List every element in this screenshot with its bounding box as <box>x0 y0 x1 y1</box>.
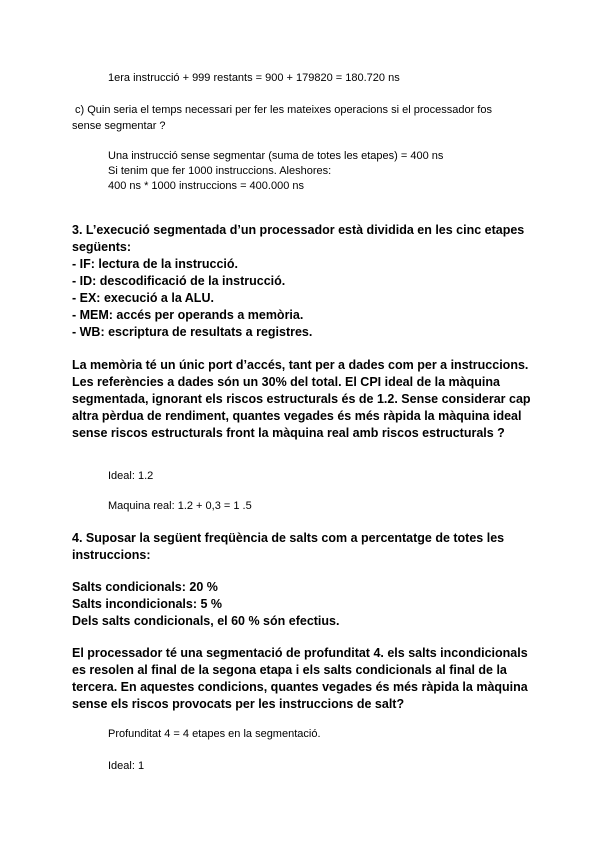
exercise-3-intro: següents: <box>72 240 132 254</box>
exercise-4-intro: instruccions: <box>72 548 151 562</box>
answer-c-line: Una instrucció sense segmentar (suma de totes les etapes) = 400 ns <box>108 150 444 162</box>
exercise-4-question: sense els riscos provocats per les instruccions de salt? <box>72 697 405 711</box>
answer-b-line: 1era instrucció + 999 restants = 900 + 179820 = 180.720 ns <box>108 72 400 84</box>
exercise-4-intro: 4. Suposar la següent freqüència de salts com a percentatge de totes les <box>72 531 505 545</box>
exercise-3-question: segmentada, ignorant els riscos estructurals és de 1.2. Sense considerar cap <box>72 392 531 406</box>
stage-item: - IF: lectura de la instrucció. <box>72 257 239 271</box>
answer-4-ideal: Ideal: 1 <box>108 760 145 772</box>
question-c-text: c) Quin seria el temps necessari per fer les mateixes operacions si el processador fos <box>75 104 492 116</box>
stage-item: - WB: escriptura de resultats a registres. <box>72 325 313 339</box>
exercise-3-question: sense riscos estructurals front la màquina real amb riscos estructurals ? <box>72 426 505 440</box>
exercise-4-question: El processador té una segmentació de profunditat 4. els salts incondicionals <box>72 646 528 660</box>
exercise-3-question: La memòria té un únic port d’accés, tant per a dades com per a instruccions. <box>72 358 529 372</box>
question-c-text: sense segmentar ? <box>72 120 166 132</box>
exercise-3-question: altra pèrdua de rendiment, quantes vegades és més ràpida la màquina ideal <box>72 409 522 423</box>
branch-data-item: Salts incondicionals: 5 % <box>72 597 223 611</box>
stage-item: - MEM: accés per operands a memòria. <box>72 308 304 322</box>
exercise-4-question: es resolen al final de la segona etapa i els salts condicionals al final de la <box>72 663 507 677</box>
answer-3-ideal: Ideal: 1.2 <box>108 470 154 482</box>
exercise-3-intro: 3. L’execució segmentada d’un processador està dividida en les cinc etapes <box>72 223 525 237</box>
branch-data-item: Dels salts condicionals, el 60 % són efectius. <box>72 614 340 628</box>
stage-item: - ID: descodificació de la instrucció. <box>72 274 286 288</box>
answer-4-depth: Profunditat 4 = 4 etapes en la segmentació. <box>108 728 321 740</box>
answer-c-line: 400 ns * 1000 instruccions = 400.000 ns <box>108 180 304 192</box>
exercise-4-question: tercera. En aquestes condicions, quantes vegades és més ràpida la màquina <box>72 680 528 694</box>
branch-data-item: Salts condicionals: 20 % <box>72 580 218 594</box>
exercise-3-question: Les referències a dades són un 30% del total. El CPI ideal de la màquina <box>72 375 500 389</box>
answer-3-real: Maquina real: 1.2 + 0,3 = 1 .5 <box>108 500 252 512</box>
stage-item: - EX: execució a la ALU. <box>72 291 214 305</box>
answer-c-line: Si tenim que fer 1000 instruccions. Aleshores: <box>108 165 332 177</box>
